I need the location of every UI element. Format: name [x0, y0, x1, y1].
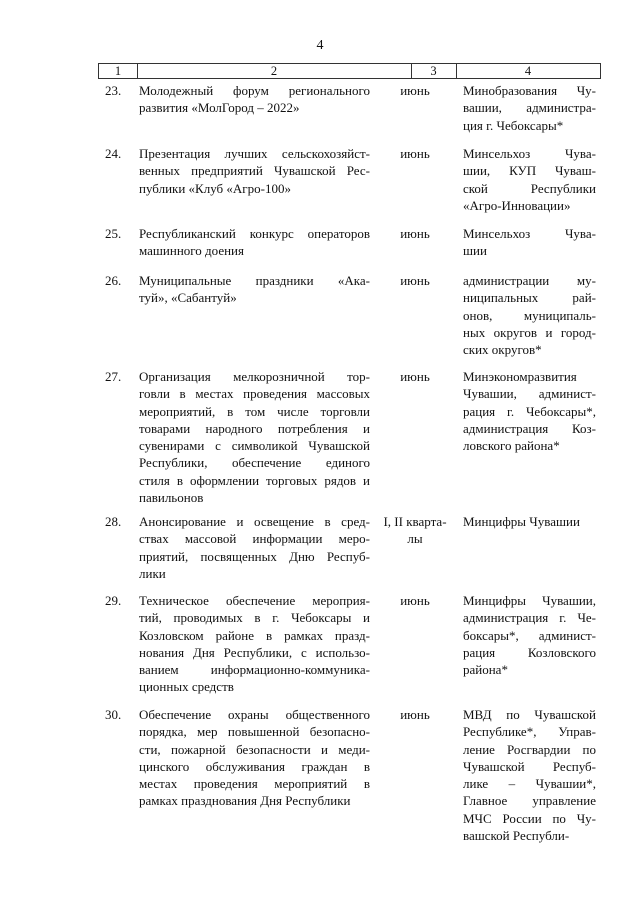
cell-line: МВД по Чувашской — [463, 707, 596, 722]
cell-line: июнь — [400, 707, 430, 722]
responsible-organizations — [463, 82, 596, 134]
header-col-4: 4 — [524, 64, 532, 78]
event-timing — [375, 225, 455, 242]
row-number: 28. — [105, 514, 122, 529]
cell-line: администрации му- — [463, 273, 596, 288]
cell-line: Минсельхоз Чува- — [463, 146, 596, 161]
cell-line: района* — [463, 662, 508, 678]
cell-line: Минцифры Чувашии — [463, 514, 580, 529]
cell-line: рация Козловского — [463, 644, 596, 660]
row-number: 26. — [105, 273, 122, 288]
responsible-organizations — [463, 368, 596, 454]
row-number: 30. — [105, 707, 122, 722]
cell-line: Главное управление — [463, 793, 596, 809]
cell-line: мероприятий, в том числе торговли — [139, 403, 370, 419]
cell-line: июнь — [400, 369, 430, 384]
event-timing — [375, 368, 455, 385]
cell-line: ционных средств — [139, 679, 234, 695]
cell-line: онов, муниципаль- — [463, 307, 596, 323]
cell-line: июнь — [400, 83, 430, 98]
cell-line: ловского района* — [463, 438, 560, 454]
table-header — [98, 63, 601, 79]
cell-line: ция г. Чебоксары* — [463, 117, 564, 133]
responsible-organizations — [463, 706, 596, 844]
row-number: 25. — [105, 226, 122, 241]
event-description — [139, 706, 370, 810]
event-description — [139, 368, 370, 506]
cell-line: ствах массовой информации меро- — [139, 531, 370, 547]
cell-line: товарами народного потребления и — [139, 420, 370, 436]
header-col-1: 1 — [114, 64, 122, 78]
cell-line: июнь — [400, 146, 430, 161]
event-description — [139, 225, 370, 260]
cell-line: сувенирами с символикой Чувашской — [139, 438, 370, 454]
cell-line: боксары*, админист- — [463, 627, 596, 643]
cell-line: вашской Республи- — [463, 828, 570, 844]
cell-line: Республики, обеспечение единого — [139, 455, 370, 471]
cell-line: июнь — [400, 226, 430, 241]
cell-line: Чувашии, админист- — [463, 386, 596, 402]
cell-line: Молодежный форум регионального — [139, 83, 370, 98]
responsible-organizations — [463, 145, 596, 214]
row-number: 27. — [105, 369, 122, 384]
cell-line: Техническое обеспечение мероприя- — [139, 593, 370, 608]
cell-line: публики «Клуб «Агро-100» — [139, 180, 291, 196]
cell-line: Чувашской Респуб- — [463, 758, 596, 774]
cell-line: июнь — [400, 273, 430, 288]
event-timing — [375, 706, 455, 723]
responsible-organizations — [463, 592, 596, 678]
event-description — [139, 513, 370, 582]
cell-line: Козловском районе в рамках празд- — [139, 627, 370, 643]
event-timing — [375, 272, 455, 289]
cell-line: Минсельхоз Чува- — [463, 226, 596, 241]
cell-line: лике – Чувашии*, — [463, 776, 596, 792]
cell-line: сти, пожарной безопасности и меди- — [139, 741, 370, 757]
event-description — [139, 272, 370, 307]
event-timing — [375, 145, 455, 162]
cell-line: тий, проводимых в г. Чебоксары и — [139, 610, 370, 626]
cell-line: вашии, администра- — [463, 100, 596, 116]
cell-line: Анонсирование и освещение в сред- — [139, 514, 370, 529]
cell-line: «Агро-Инновации» — [463, 197, 571, 213]
event-description — [139, 592, 370, 696]
row-number: 23. — [105, 83, 122, 98]
page-number: 4 — [316, 38, 324, 53]
cell-line: ских округов* — [463, 342, 542, 358]
cell-line: машинного доения — [139, 243, 244, 259]
cell-line: Республике*, Управ- — [463, 724, 596, 740]
cell-line: Минцифры Чувашии, — [463, 593, 596, 608]
responsible-organizations — [463, 513, 596, 530]
cell-line: говли в местах проведения массовых — [139, 386, 370, 402]
cell-line: венных предприятий Чувашской Рес- — [139, 163, 370, 179]
cell-line: администрация Коз- — [463, 420, 596, 436]
cell-line: цинского обслуживания граждан в — [139, 758, 370, 774]
cell-line: стиля в оформлении торговых рядов и — [139, 472, 370, 488]
cell-line: МЧС России по Чу- — [463, 810, 596, 826]
cell-line: шии, КУП Чуваш- — [463, 163, 596, 179]
responsible-organizations — [463, 225, 596, 260]
row-number: 24. — [105, 146, 122, 161]
row-number: 29. — [105, 593, 122, 608]
cell-line: июнь — [400, 593, 430, 608]
cell-line: Презентация лучших сельскохозяйст- — [139, 146, 370, 161]
header-col-3: 3 — [430, 64, 437, 78]
cell-line: нования Дня Республики, с использо- — [139, 644, 370, 660]
cell-line: приятий, посвященных Дню Респуб- — [139, 548, 370, 564]
cell-line: павильонов — [139, 490, 204, 506]
cell-line: туй», «Сабантуй» — [139, 290, 237, 306]
cell-line: ление Росгвардии по — [463, 741, 596, 757]
cell-line: ных округов и город- — [463, 324, 596, 340]
cell-line: рамках празднования Дня Республики — [139, 793, 351, 809]
cell-line: лы — [407, 531, 423, 547]
cell-line: лики — [139, 565, 166, 581]
event-timing — [375, 82, 455, 99]
cell-line: Организация мелкорозничной тор- — [139, 369, 370, 384]
event-timing — [375, 513, 455, 548]
cell-line: ниципальных рай- — [463, 290, 596, 306]
cell-line: Обеспечение охраны общественного — [139, 707, 370, 722]
cell-line: порядка, мер повышенной безопасно- — [139, 724, 370, 740]
cell-line: Муниципальные праздники «Ака- — [139, 273, 370, 288]
cell-line: развития «МолГород – 2022» — [139, 100, 300, 116]
cell-line: администрация г. Че- — [463, 610, 596, 626]
responsible-organizations — [463, 272, 596, 358]
cell-line: I, II кварта- — [383, 514, 447, 529]
cell-line: рация г. Чебоксары*, — [463, 403, 596, 419]
event-timing — [375, 592, 455, 609]
cell-line: местах проведения мероприятий в — [139, 776, 370, 792]
cell-line: шии — [463, 243, 487, 259]
cell-line: ванием информационно-коммуника- — [139, 662, 370, 678]
event-description — [139, 82, 370, 117]
event-description — [139, 145, 370, 197]
cell-line: Минобразования Чу- — [463, 83, 596, 98]
cell-line: ской Республики — [463, 180, 596, 196]
cell-line: Республиканский конкурс операторов — [139, 226, 370, 241]
header-col-2: 2 — [270, 64, 278, 78]
cell-line: Минэкономразвития — [463, 369, 577, 384]
